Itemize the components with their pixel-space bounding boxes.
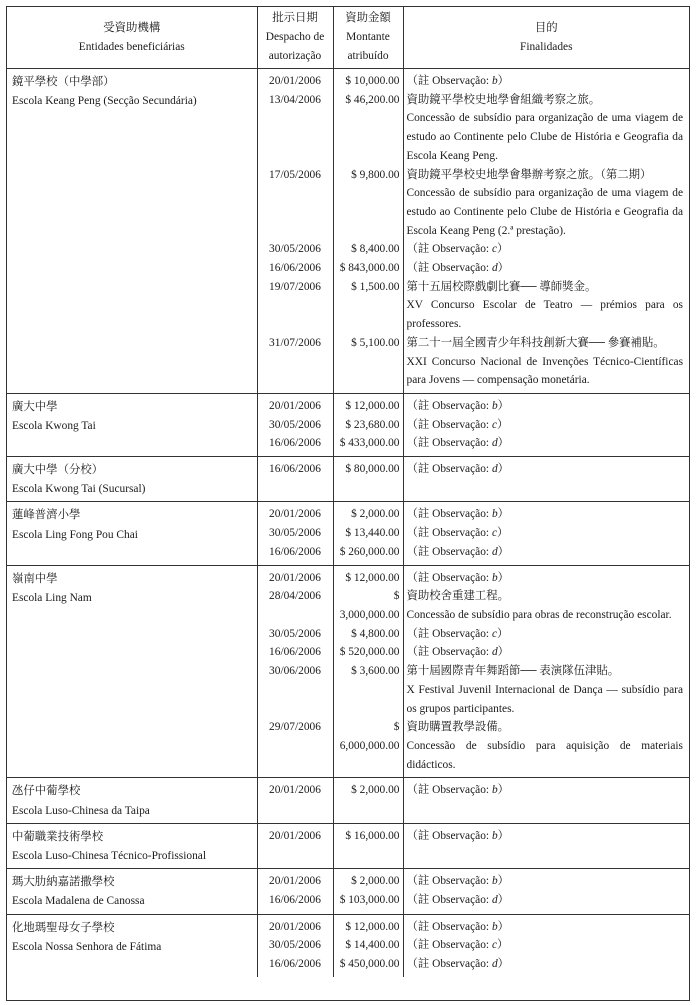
table-row — [7, 823, 689, 868]
obs-suffix: ） — [497, 243, 509, 256]
amount-value: $ 103,000.00 — [339, 893, 400, 906]
dispatch-date: 20/01/2006 — [269, 829, 321, 842]
obs-suffix: ） — [497, 545, 510, 558]
observation-note — [407, 243, 509, 255]
entity-name-zh: 氹仔中葡學校 — [12, 785, 81, 798]
obs-label: Observação: — [432, 893, 490, 906]
amount-value: $ 6,000,000.00 — [339, 721, 400, 752]
obs-letter: d — [491, 437, 498, 450]
purpose-entry — [404, 434, 690, 453]
obs-letter: b — [491, 399, 498, 412]
obs-label: Observação: — [432, 829, 490, 842]
obs-label: Observação: — [432, 418, 490, 431]
purpose-cell — [403, 823, 689, 868]
amount-value: $ 23,680.00 — [345, 418, 400, 431]
header-amount-zh: 資助金額 — [345, 12, 391, 24]
purpose-entry — [404, 91, 690, 166]
entity-name-zh: 鏡平學校（中學部） — [12, 76, 115, 88]
obs-label: Observação: — [432, 939, 490, 952]
dispatch-date: 17/05/2006 — [269, 168, 321, 181]
header-date-pt2: autorização — [268, 50, 322, 62]
header-purpose-zh: 目的 — [534, 21, 558, 34]
date-cell — [257, 914, 333, 977]
amount-value: $ 4,800.00 — [351, 627, 400, 640]
obs-suffix: ） — [497, 418, 509, 431]
header-amount-pt2: atribuído — [347, 50, 389, 62]
obs-letter: d — [491, 262, 498, 275]
entity-cell — [7, 869, 257, 914]
purpose-pt: XV Concurso Escolar de Teatro — prémios para os professores. — [406, 299, 683, 331]
table-row — [7, 502, 689, 565]
obs-suffix: ） — [497, 508, 510, 521]
amount-value: $ 843,000.00 — [339, 262, 400, 275]
observation-note — [407, 628, 509, 640]
subsidy-table — [7, 7, 689, 977]
entity-name-pt: Escola Kwong Tai (Sucursal) — [12, 483, 146, 496]
purpose-entry — [404, 955, 690, 974]
obs-suffix: ） — [497, 463, 510, 476]
obs-suffix: ） — [497, 784, 510, 797]
dispatch-date: 20/01/2006 — [269, 508, 321, 521]
header-purpose — [403, 7, 689, 69]
date-cell — [257, 869, 333, 914]
observation-note — [407, 437, 510, 449]
obs-letter: b — [491, 508, 498, 521]
header-amount — [333, 7, 403, 69]
obs-label: Observação: — [432, 627, 490, 640]
dispatch-date: 16/06/2006 — [269, 893, 321, 906]
obs-prefix: （註 — [406, 646, 433, 659]
purpose-entry — [404, 662, 690, 718]
purpose-entry — [404, 891, 690, 910]
obs-label: Observação: — [432, 920, 490, 933]
entity-name-pt: Escola Madalena de Canossa — [12, 895, 145, 908]
purpose-cell — [403, 502, 689, 565]
date-cell — [257, 565, 333, 778]
dispatch-date: 30/06/2006 — [269, 665, 321, 678]
obs-label: Observação: — [432, 784, 490, 797]
observation-note — [407, 508, 510, 520]
obs-suffix: ） — [497, 437, 510, 450]
purpose-zh: 第十屆國際青年舞蹈節── 表演隊伍津貼。 — [406, 665, 620, 678]
observation-note — [407, 958, 510, 970]
obs-letter: b — [491, 920, 498, 933]
purpose-cell — [403, 869, 689, 914]
purpose-entry — [404, 543, 690, 562]
obs-label: Observação: — [432, 875, 490, 888]
amount-cell — [333, 502, 403, 565]
entity-cell — [7, 69, 257, 394]
amount-value: $ 520,000.00 — [339, 646, 400, 659]
header-entity — [7, 7, 257, 69]
purpose-entry — [404, 72, 690, 91]
entity-name-pt: Escola Kwong Tai — [12, 420, 96, 433]
header-purpose-pt: Finalidades — [519, 40, 573, 53]
observation-note — [407, 527, 509, 539]
obs-suffix: ） — [497, 829, 510, 842]
obs-letter: b — [491, 875, 498, 888]
table-row — [7, 393, 689, 456]
dispatch-date: 20/01/2006 — [269, 399, 321, 412]
purpose-zh: 第二十一屆全國青少年科技創新大賽── 參賽補貼。 — [406, 336, 665, 349]
obs-prefix: （註 — [406, 545, 433, 558]
amount-value: $ 16,000.00 — [345, 829, 400, 842]
entity-name-pt: Escola Nossa Senhora de Fátima — [12, 940, 162, 953]
obs-label: Observação: — [432, 262, 490, 275]
table-row — [7, 565, 689, 778]
purpose-zh: 第十五屆校際戲劇比賽── 導師獎金。 — [406, 280, 597, 293]
amount-value: $ 5,100.00 — [351, 336, 400, 349]
header-entity-zh: 受資助機構 — [103, 21, 161, 34]
obs-prefix: （註 — [406, 829, 433, 842]
purpose-entry — [404, 240, 690, 259]
entity-cell — [7, 457, 257, 502]
table-row — [7, 869, 689, 914]
observation-note — [407, 875, 510, 887]
obs-label: Observação: — [432, 571, 490, 584]
purpose-entry — [404, 625, 690, 644]
obs-letter: d — [491, 893, 498, 906]
purpose-entry — [404, 569, 690, 588]
date-cell — [257, 502, 333, 565]
header-date — [257, 7, 333, 69]
header-date-pt1: Despacho de — [265, 31, 325, 43]
dispatch-date: 16/06/2006 — [269, 262, 321, 275]
obs-prefix: （註 — [406, 75, 433, 87]
purpose-entry — [404, 460, 690, 479]
purpose-cell — [403, 565, 689, 778]
purpose-cell — [403, 778, 689, 823]
obs-label: Observação: — [432, 243, 490, 256]
purpose-cell — [403, 69, 689, 394]
observation-note — [407, 419, 509, 431]
date-cell — [257, 457, 333, 502]
purpose-pt: Concessão de subsídio para organização de uma viagem de estudo ao Continente pelo Clube de História e Geografia da Escola Keang Peng. — [406, 112, 683, 162]
observation-note — [407, 830, 510, 842]
obs-label: Observação: — [432, 399, 490, 412]
purpose-entry — [404, 334, 690, 390]
dispatch-date: 16/06/2006 — [269, 646, 321, 659]
purpose-entry — [404, 259, 690, 278]
entity-name-pt: Escola Luso-Chinesa da Taipa — [12, 804, 150, 817]
purpose-entry — [404, 166, 690, 241]
purpose-entry — [404, 918, 690, 937]
obs-letter: c — [491, 627, 497, 640]
entity-name-zh: 嶺南中學 — [12, 572, 58, 585]
amount-cell — [333, 869, 403, 914]
entity-name-zh: 中葡職業技術學校 — [12, 830, 104, 843]
dispatch-date: 20/01/2006 — [269, 784, 321, 797]
obs-suffix: ） — [497, 571, 510, 584]
table-row — [7, 69, 689, 394]
obs-letter: c — [491, 527, 497, 540]
obs-label: Observação: — [432, 646, 490, 659]
obs-prefix: （註 — [406, 527, 433, 540]
amount-cell — [333, 457, 403, 502]
obs-prefix: （註 — [406, 243, 433, 256]
obs-letter: d — [491, 646, 498, 659]
obs-label: Observação: — [432, 957, 490, 970]
dispatch-date: 19/07/2006 — [269, 280, 321, 293]
obs-suffix: ） — [497, 262, 510, 275]
entity-cell — [7, 914, 257, 977]
dispatch-date: 16/06/2006 — [269, 545, 321, 558]
entity-cell — [7, 778, 257, 823]
amount-value: $ 14,400.00 — [345, 939, 400, 952]
header-amount-pt1: Montante — [346, 31, 390, 43]
purpose-entry — [404, 587, 690, 624]
obs-prefix: （註 — [406, 939, 433, 952]
obs-prefix: （註 — [406, 784, 433, 797]
dispatch-date: 16/06/2006 — [269, 957, 321, 970]
amount-value: $ 260,000.00 — [339, 545, 400, 558]
obs-letter: d — [491, 957, 498, 970]
header-date-zh: 批示日期 — [272, 12, 318, 24]
purpose-cell — [403, 457, 689, 502]
amount-cell — [333, 69, 403, 394]
purpose-entry — [404, 397, 690, 416]
dispatch-date: 20/01/2006 — [269, 920, 321, 933]
dispatch-date: 28/04/2006 — [269, 590, 321, 603]
dispatch-date: 20/01/2006 — [269, 571, 321, 584]
dispatch-date: 29/07/2006 — [269, 721, 321, 734]
obs-letter: b — [491, 571, 498, 584]
amount-value: $ 12,000.00 — [345, 571, 400, 584]
date-cell — [257, 393, 333, 456]
entity-name-pt: Escola Keang Peng (Secção Secundária) — [12, 95, 197, 108]
amount-cell — [333, 565, 403, 778]
entity-name-zh: 蓮峰普濟小學 — [12, 509, 81, 522]
obs-prefix: （註 — [406, 920, 433, 933]
date-cell — [257, 778, 333, 823]
observation-note — [407, 262, 510, 274]
observation-note — [407, 75, 510, 87]
obs-suffix: ） — [497, 646, 510, 659]
obs-suffix: ） — [497, 627, 509, 640]
obs-letter: c — [491, 243, 497, 256]
obs-suffix: ） — [497, 893, 510, 906]
header-entity-pt: Entidades beneficiárias — [78, 40, 185, 53]
obs-label: Observação: — [432, 75, 490, 87]
obs-suffix: ） — [497, 939, 509, 952]
dispatch-date: 30/05/2006 — [269, 627, 321, 640]
obs-suffix: ） — [497, 75, 510, 87]
purpose-entry — [404, 827, 690, 846]
dispatch-date: 20/01/2006 — [269, 75, 321, 87]
observation-note — [407, 463, 510, 475]
entity-cell — [7, 502, 257, 565]
purpose-entry — [404, 505, 690, 524]
obs-suffix: ） — [497, 920, 510, 933]
table-row — [7, 457, 689, 502]
table-header-row — [7, 7, 689, 69]
amount-value: $ 12,000.00 — [345, 399, 400, 412]
amount-value: $ 13,440.00 — [345, 527, 400, 540]
amount-value: $ 2,000.00 — [351, 875, 400, 888]
purpose-cell — [403, 393, 689, 456]
purpose-entry — [404, 936, 690, 955]
purpose-entry — [404, 278, 690, 334]
amount-value: $ 2,000.00 — [351, 784, 400, 797]
obs-prefix: （註 — [406, 957, 433, 970]
purpose-entry — [404, 872, 690, 891]
observation-note — [407, 894, 510, 906]
entity-cell — [7, 823, 257, 868]
amount-cell — [333, 778, 403, 823]
obs-label: Observação: — [432, 463, 490, 476]
observation-note — [407, 572, 510, 584]
amount-cell — [333, 823, 403, 868]
amount-value: $ 1,500.00 — [351, 280, 400, 293]
purpose-zh: 資助購置教學設備。 — [406, 721, 510, 734]
amount-value: $ 3,600.00 — [351, 665, 400, 678]
subsidy-table-document — [6, 6, 690, 1001]
purpose-pt: XXI Concurso Nacional de Invenções Técnico-Científicas para Jovens — compensação monetária. — [406, 355, 683, 387]
dispatch-date: 20/01/2006 — [269, 875, 321, 888]
obs-prefix: （註 — [406, 627, 433, 640]
date-cell — [257, 823, 333, 868]
obs-prefix: （註 — [406, 262, 433, 275]
entity-name-pt: Escola Ling Fong Pou Chai — [12, 528, 138, 541]
amount-value: $ 10,000.00 — [345, 75, 400, 87]
obs-prefix: （註 — [406, 508, 433, 521]
obs-prefix: （註 — [406, 571, 433, 584]
dispatch-date: 16/06/2006 — [269, 437, 321, 450]
entity-name-zh: 廣大中學（分校） — [12, 464, 104, 477]
purpose-pt: Concessão de subsídio para obras de reconstrução escolar. — [406, 608, 672, 621]
purpose-pt: Concessão de subsídio para organização de uma viagem de estudo ao Continente pelo Clube de História e Geografia da Escola Keang Peng (2.ª prestação). — [406, 187, 683, 237]
amount-cell — [333, 914, 403, 977]
obs-prefix: （註 — [406, 399, 433, 412]
observation-note — [407, 400, 510, 412]
obs-letter: b — [491, 784, 498, 797]
amount-value: $ 12,000.00 — [345, 920, 400, 933]
amount-value: $ 450,000.00 — [339, 957, 400, 970]
obs-letter: d — [491, 545, 498, 558]
table-row — [7, 914, 689, 977]
purpose-zh: 資助鏡平學校史地學會舉辦考察之旅。（第二期） — [406, 168, 652, 181]
purpose-entry — [404, 781, 690, 800]
entity-cell — [7, 393, 257, 456]
obs-letter: c — [491, 939, 497, 952]
obs-letter: d — [491, 463, 498, 476]
entity-name-pt: Escola Ling Nam — [12, 591, 92, 604]
observation-note — [407, 939, 509, 951]
obs-letter: b — [491, 829, 498, 842]
entity-cell — [7, 565, 257, 778]
purpose-zh: 資助鏡平學校史地學會組織考察之旅。 — [406, 93, 601, 106]
dispatch-date: 16/06/2006 — [269, 463, 321, 476]
purpose-entry — [404, 718, 690, 774]
obs-suffix: ） — [497, 399, 510, 412]
dispatch-date: 31/07/2006 — [269, 336, 321, 349]
obs-suffix: ） — [497, 875, 510, 888]
amount-value: $ 80,000.00 — [345, 463, 400, 476]
dispatch-date: 30/05/2006 — [269, 939, 321, 952]
obs-label: Observação: — [432, 545, 490, 558]
date-cell — [257, 69, 333, 394]
purpose-pt: X Festival Juvenil Internacional de Dança — subsídio para os grupos participantes. — [406, 683, 683, 715]
entity-name-pt: Escola Luso-Chinesa Técnico-Profissional — [12, 849, 207, 862]
amount-value: $ 2,000.00 — [351, 508, 400, 521]
entity-name-zh: 化地瑪聖母女子學校 — [12, 921, 115, 934]
obs-label: Observação: — [432, 508, 490, 521]
dispatch-date: 30/05/2006 — [269, 527, 321, 540]
obs-suffix: ） — [497, 957, 510, 970]
purpose-pt: Concessão de subsídio para aquisição de materiais didácticos. — [406, 739, 683, 771]
amount-value: $ 46,200.00 — [345, 93, 400, 106]
obs-letter: b — [491, 75, 498, 87]
entity-name-zh: 廣大中學 — [12, 400, 58, 413]
dispatch-date: 30/05/2006 — [269, 418, 321, 431]
entity-name-zh: 瑪大肋納嘉諾撒學校 — [12, 876, 115, 889]
purpose-entry — [404, 524, 690, 543]
obs-prefix: （註 — [406, 463, 433, 476]
obs-suffix: ） — [497, 527, 509, 540]
dispatch-date: 30/05/2006 — [269, 243, 321, 256]
purpose-entry — [404, 643, 690, 662]
observation-note — [407, 646, 510, 658]
obs-label: Observação: — [432, 527, 490, 540]
amount-cell — [333, 393, 403, 456]
observation-note — [407, 784, 510, 796]
amount-value: $ 8,400.00 — [351, 243, 400, 256]
obs-prefix: （註 — [406, 418, 433, 431]
obs-prefix: （註 — [406, 875, 433, 888]
table-row — [7, 778, 689, 823]
obs-letter: c — [491, 418, 497, 431]
amount-value: $ 433,000.00 — [339, 437, 400, 450]
obs-prefix: （註 — [406, 893, 433, 906]
amount-value: $ 9,800.00 — [351, 168, 400, 181]
obs-label: Observação: — [432, 437, 490, 450]
observation-note — [407, 546, 510, 558]
purpose-entry — [404, 416, 690, 435]
obs-prefix: （註 — [406, 437, 433, 450]
amount-value: $ 3,000,000.00 — [339, 590, 400, 621]
observation-note — [407, 921, 510, 933]
purpose-zh: 資助校舍重建工程。 — [406, 590, 510, 603]
purpose-cell — [403, 914, 689, 977]
dispatch-date: 13/04/2006 — [269, 93, 321, 106]
